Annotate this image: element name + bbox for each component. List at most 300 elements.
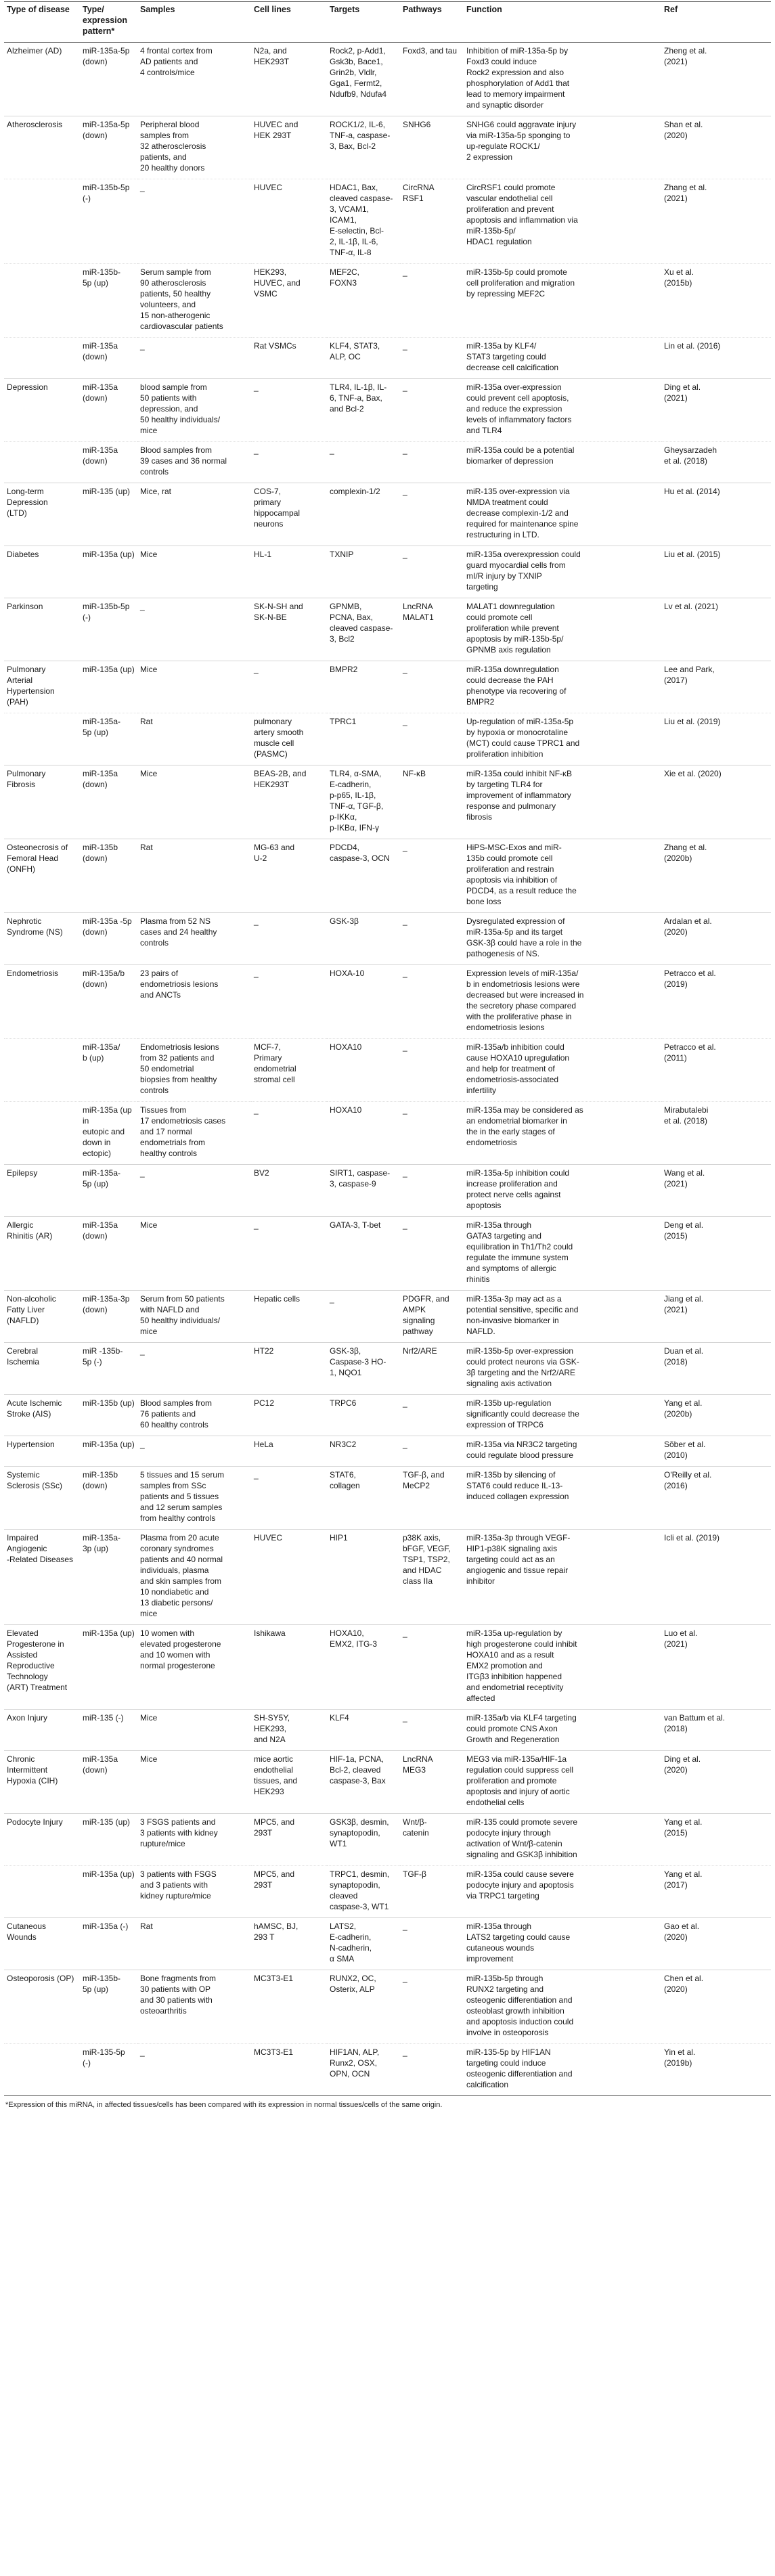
cell-ref: [661, 1814, 771, 1866]
cell-ref-text: Ardalan et al. (2020): [664, 916, 712, 937]
cell-function: [464, 765, 661, 839]
cell-pathways: [400, 913, 464, 965]
cell-samples: [137, 2044, 251, 2096]
cell-type-text: miR-135 (up): [83, 1817, 131, 1827]
cell-disease: [4, 43, 80, 116]
cell-samples-text: 3 FSGS patients and 3 patients with kidney rupture/mice: [140, 1817, 218, 1848]
cell-pathways-text: LncRNA MEG3: [403, 1754, 433, 1775]
cell-samples-text: Serum sample from 90 atherosclerosis patients, 50 healthy volunteers, and 15 non-atherogenic cardiovascular patients: [140, 267, 223, 331]
cell-ref-text: Liu et al. (2019): [664, 717, 721, 726]
cell-samples-text: _: [140, 602, 145, 611]
cell-function-text: miR-135a overexpression could guard myocardial cells from mI/R injury by TXNIP targeting: [466, 550, 581, 592]
cell-function-text: miR-135a via NR3C2 targeting could regulate blood pressure: [466, 1440, 577, 1460]
cell-targets-text: TXNIP: [330, 550, 354, 559]
cell-ref: [661, 2044, 771, 2096]
cell-targets: [327, 1291, 400, 1343]
cell-disease: [4, 1625, 80, 1710]
cell-ref-text: Gheysarzadeh et al. (2018): [664, 445, 717, 466]
cell-function: [464, 661, 661, 713]
cell-disease: [4, 1970, 80, 2044]
cell-function: [464, 598, 661, 661]
cell-disease-text: Pulmonary Arterial Hypertension (PAH): [7, 665, 55, 707]
header-targets-label: Targets: [330, 5, 360, 14]
cell-samples: [137, 546, 251, 598]
cell-pathways-text: SNHG6: [403, 120, 431, 129]
header-cell-lines-label: Cell lines: [254, 5, 291, 14]
cell-pathways-text: CircRNA RSF1: [403, 183, 435, 203]
cell-disease-text: Nephrotic Syndrome (NS): [7, 916, 63, 937]
cell-ref-text: Xu et al. (2015b): [664, 267, 694, 288]
table-row: [4, 1751, 771, 1814]
cell-type-text: miR-135b-5p (-): [83, 602, 130, 622]
cell-ref-text: Ding et al. (2020): [664, 1754, 701, 1775]
cell-disease-text: Cutaneous Wounds: [7, 1922, 47, 1942]
table-row: [4, 43, 771, 116]
cell-targets-text: TLR4, α-SMA, E-cadherin, p-p65, IL-1β, TNF-α, TGF-β, p-IKKα, p-IKBα, IFN-γ: [330, 769, 384, 832]
cell-ref-text: Deng et al. (2015): [664, 1220, 704, 1241]
cell-disease: [4, 1710, 80, 1751]
cell-pathways-text: _: [403, 382, 407, 392]
cell-cell-lines: [251, 913, 327, 965]
cell-targets-text: ROCK1/2, IL-6, TNF-a, caspase- 3, Bax, Bcl-2: [330, 120, 391, 151]
cell-cell-lines: [251, 1751, 327, 1814]
cell-type-text: miR-135a (up): [83, 665, 135, 674]
cell-ref: [661, 1395, 771, 1436]
cell-function: [464, 1814, 661, 1866]
cell-cell-lines: [251, 1866, 327, 1918]
cell-ref-text: Icli et al. (2019): [664, 1533, 720, 1542]
cell-samples-text: Endometriosis lesions from 32 patients and 50 endometrial biopsies from healthy controls: [140, 1042, 219, 1095]
table-row: [4, 713, 771, 765]
cell-targets: [327, 965, 400, 1039]
cell-samples-text: _: [140, 2047, 145, 2057]
cell-function: [464, 839, 661, 913]
cell-cell-lines: [251, 179, 327, 264]
cell-samples: [137, 1039, 251, 1102]
cell-disease-text: Atherosclerosis: [7, 120, 63, 129]
cell-function: [464, 546, 661, 598]
cell-ref-text: Duan et al. (2018): [664, 1346, 704, 1367]
cell-ref-text: Zhang et al. (2020b): [664, 843, 707, 863]
cell-cell-lines: [251, 338, 327, 379]
table-row: [4, 1291, 771, 1343]
cell-pathways: [400, 1217, 464, 1291]
cell-ref-text: Shan et al. (2020): [664, 120, 703, 140]
cell-function-text: miR-135 could promote severe podocyte injury through activation of Wnt/β-catenin signaling and GSK3β inhibition: [466, 1817, 578, 1859]
cell-samples-text: Blood samples from 76 patients and 60 healthy controls: [140, 1398, 213, 1429]
cell-pathways-text: _: [403, 1974, 407, 1983]
cell-samples-text: Plasma from 52 NS cases and 24 healthy controls: [140, 916, 217, 948]
cell-ref: [661, 1710, 771, 1751]
cell-function: [464, 1710, 661, 1751]
cell-samples-text: 5 tissues and 15 serum samples from SSc patients and 5 tissues and 12 serum samples from healthy controls: [140, 1470, 225, 1523]
cell-samples: [137, 839, 251, 913]
cell-targets-text: GSK3β, desmin, synaptopodin, WT1: [330, 1817, 389, 1848]
cell-samples-text: Peripheral blood samples from 32 atherosclerosis patients, and 20 healthy donors: [140, 120, 206, 173]
cell-ref-text: Petracco et al. (2019): [664, 969, 716, 989]
cell-cell-lines-text: HL-1: [254, 550, 272, 559]
cell-targets-text: RUNX2, OC, Osterix, ALP: [330, 1974, 376, 1994]
cell-samples: [137, 1343, 251, 1395]
cell-targets: [327, 1343, 400, 1395]
cell-targets-text: STAT6, collagen: [330, 1470, 360, 1490]
cell-targets-text: complexin-1/2: [330, 487, 380, 496]
cell-cell-lines: [251, 1625, 327, 1710]
cell-targets: [327, 713, 400, 765]
cell-pathways-text: _: [403, 717, 407, 726]
table-body: [4, 43, 771, 2096]
cell-ref-text: Petracco et al. (2011): [664, 1042, 716, 1063]
cell-type: [80, 1039, 137, 1102]
cell-pathways: [400, 546, 464, 598]
cell-function: [464, 1625, 661, 1710]
cell-function-text: Expression levels of miR-135a/ b in endometriosis lesions were decreased but were increased in the secretory phase compared with the proliferative phase in endometriosis lesions: [466, 969, 584, 1032]
table-row: [4, 1970, 771, 2044]
cell-cell-lines: [251, 1102, 327, 1165]
cell-cell-lines: [251, 2044, 327, 2096]
cell-ref: [661, 1436, 771, 1467]
cell-type: [80, 1751, 137, 1814]
cell-function-text: miR-135a through GATA3 targeting and equilibration in Th1/Th2 could regulate the immune system and symptoms of allergic rhinitis: [466, 1220, 573, 1284]
cell-pathways: [400, 1970, 464, 2044]
cell-targets-text: BMPR2: [330, 665, 358, 674]
cell-disease-text: Osteonecrosis of Femoral Head (ONFH): [7, 843, 68, 874]
cell-function: [464, 483, 661, 546]
cell-type: [80, 1530, 137, 1625]
cell-type: [80, 338, 137, 379]
cell-pathways-text: PDGFR, and AMPK signaling pathway: [403, 1294, 449, 1336]
cell-type-text: miR-135a (up): [83, 1440, 135, 1449]
cell-pathways: [400, 713, 464, 765]
cell-samples: [137, 379, 251, 442]
cell-targets: [327, 116, 400, 179]
cell-samples-text: blood sample from 50 patients with depression, and 50 healthy individuals/ mice: [140, 382, 221, 435]
cell-pathways-text: _: [403, 1105, 407, 1115]
cell-type-text: miR-135a/b (down): [83, 969, 125, 989]
cell-pathways-text: _: [403, 487, 407, 496]
cell-function-text: miR-135a-3p may act as a potential sensitive, specific and non-invasive biomarker in NAFLD.: [466, 1294, 579, 1336]
cell-pathways-text: _: [403, 1713, 407, 1723]
cell-type-text: miR-135b (down): [83, 1470, 118, 1490]
cell-function: [464, 379, 661, 442]
cell-pathways-text: _: [403, 1042, 407, 1052]
cell-type-text: miR-135a (down): [83, 445, 118, 466]
table-row: [4, 1625, 771, 1710]
cell-function: [464, 1436, 661, 1467]
cell-pathways: [400, 43, 464, 116]
cell-ref: [661, 839, 771, 913]
cell-ref-text: Yang et al. (2017): [664, 1869, 703, 1890]
cell-function-text: miR-135a by KLF4/ STAT3 targeting could decrease cell calcification: [466, 341, 559, 372]
cell-cell-lines-text: HUVEC: [254, 1533, 283, 1542]
cell-disease-text: Endometriosis: [7, 969, 59, 978]
cell-targets: [327, 179, 400, 264]
cell-cell-lines: [251, 43, 327, 116]
cell-disease: [4, 598, 80, 661]
cell-type: [80, 483, 137, 546]
cell-type-text: miR -135b- 5p (-): [83, 1346, 123, 1367]
cell-type: [80, 1625, 137, 1710]
cell-function: [464, 116, 661, 179]
cell-pathways-text: Foxd3, and tau: [403, 46, 458, 55]
cell-function-text: miR-135a could cause severe podocyte injury and apoptosis via TRPC1 targeting: [466, 1869, 574, 1901]
cell-samples-text: 23 pairs of endometriosis lesions and ANCTs: [140, 969, 219, 1000]
cell-ref: [661, 1165, 771, 1217]
cell-targets: [327, 43, 400, 116]
cell-samples-text: Mice: [140, 665, 158, 674]
cell-samples: [137, 965, 251, 1039]
cell-ref: [661, 1291, 771, 1343]
cell-cell-lines-text: _: [254, 1220, 259, 1230]
cell-cell-lines: [251, 483, 327, 546]
cell-type: [80, 1291, 137, 1343]
cell-type-text: miR-135a -5p (down): [83, 916, 132, 937]
cell-function: [464, 1165, 661, 1217]
cell-pathways: [400, 965, 464, 1039]
cell-disease-text: Diabetes: [7, 550, 39, 559]
cell-function: [464, 1918, 661, 1970]
cell-type-text: miR-135a (up): [83, 1628, 135, 1638]
header-function-label: Function: [466, 5, 502, 14]
cell-ref: [661, 179, 771, 264]
cell-pathways: [400, 379, 464, 442]
cell-type-text: miR-135b (up): [83, 1398, 135, 1408]
cell-targets: [327, 1395, 400, 1436]
cell-disease: [4, 1395, 80, 1436]
cell-targets: [327, 442, 400, 483]
cell-pathways: [400, 1395, 464, 1436]
cell-pathways-text: p38K axis, bFGF, VEGF, TSP1, TSP2, and HDAC class IIa: [403, 1533, 451, 1586]
cell-ref: [661, 1970, 771, 2044]
cell-cell-lines: [251, 965, 327, 1039]
cell-samples-text: _: [140, 183, 145, 192]
cell-type-text: miR-135a (up): [83, 550, 135, 559]
cell-samples-text: Rat: [140, 843, 153, 852]
cell-function-text: miR-135a up-regulation by high progesterone could inhibit HOXA10 and as a result EMX2 promotion and ITGβ3 inhibition happened and endometrial receptivity affected: [466, 1628, 577, 1703]
cell-cell-lines: [251, 442, 327, 483]
cell-cell-lines-text: MC3T3-E1: [254, 1974, 294, 1983]
table-row: [4, 546, 771, 598]
cell-disease: [4, 116, 80, 179]
cell-targets: [327, 1751, 400, 1814]
table-row: [4, 598, 771, 661]
header-function: [464, 2, 661, 43]
cell-samples: [137, 1165, 251, 1217]
table-row: [4, 264, 771, 338]
cell-targets: [327, 1625, 400, 1710]
cell-samples-text: 10 women with elevated progesterone and 10 women with normal progesterone: [140, 1628, 221, 1670]
table-row: [4, 965, 771, 1039]
cell-pathways-text: _: [403, 969, 407, 978]
cell-pathways: [400, 1866, 464, 1918]
cell-disease: [4, 2044, 80, 2096]
cell-ref-text: Xie et al. (2020): [664, 769, 722, 778]
cell-function: [464, 1291, 661, 1343]
table-row: [4, 1530, 771, 1625]
cell-type-text: miR-135a (down): [83, 769, 118, 789]
cell-cell-lines-text: MG-63 and U-2: [254, 843, 295, 863]
cell-cell-lines-text: SK-N-SH and SK-N-BE: [254, 602, 303, 622]
cell-cell-lines: [251, 1291, 327, 1343]
table-row: [4, 338, 771, 379]
cell-type: [80, 661, 137, 713]
cell-cell-lines: [251, 839, 327, 913]
cell-samples-text: 3 patients with FSGS and 3 patients with kidney rupture/mice: [140, 1869, 217, 1901]
cell-function-text: HiPS-MSC-Exos and miR- 135b could promote cell proliferation and restrain apoptosis via inhibition of PDCD4, as a result reduce the bone loss: [466, 843, 577, 906]
cell-function-text: MEG3 via miR-135a/HIF-1a regulation could suppress cell proliferation and promote apoptosis and injury of aortic endothelial cells: [466, 1754, 574, 1807]
table-row: [4, 765, 771, 839]
cell-targets: [327, 2044, 400, 2096]
table-row: [4, 1436, 771, 1467]
cell-ref-text: O'Reilly et al. (2016): [664, 1470, 712, 1490]
cell-ref: [661, 1530, 771, 1625]
cell-type-text: miR-135a- 5p (up): [83, 1168, 121, 1189]
cell-samples-text: Mice: [140, 1754, 158, 1764]
cell-cell-lines-text: _: [254, 382, 259, 392]
cell-pathways: [400, 1918, 464, 1970]
cell-targets-text: HIF-1a, PCNA, Bcl-2, cleaved caspase-3, Bax: [330, 1754, 386, 1785]
cell-cell-lines-text: hAMSC, BJ, 293 T: [254, 1922, 298, 1942]
cell-targets-text: SIRT1, caspase- 3, caspase-9: [330, 1168, 391, 1189]
cell-cell-lines: [251, 1467, 327, 1530]
cell-targets: [327, 661, 400, 713]
cell-cell-lines: [251, 379, 327, 442]
cell-ref: [661, 1625, 771, 1710]
cell-pathways: [400, 1530, 464, 1625]
cell-disease-text: Chronic Intermittent Hypoxia (CIH): [7, 1754, 58, 1785]
cell-pathways-text: _: [403, 550, 407, 559]
cell-cell-lines: [251, 598, 327, 661]
cell-ref-text: Yang et al. (2020b): [664, 1398, 703, 1419]
cell-ref: [661, 765, 771, 839]
cell-targets: [327, 598, 400, 661]
cell-pathways: [400, 1039, 464, 1102]
cell-targets: [327, 338, 400, 379]
header-cell-lines: [251, 2, 327, 43]
cell-ref-text: Yang et al. (2015): [664, 1817, 703, 1838]
cell-cell-lines-text: _: [254, 1105, 259, 1115]
cell-cell-lines: [251, 1918, 327, 1970]
table-row: [4, 1918, 771, 1970]
cell-targets-text: HOXA10, EMX2, ITG-3: [330, 1628, 378, 1649]
cell-samples: [137, 1814, 251, 1866]
cell-ref: [661, 1217, 771, 1291]
cell-pathways-text: _: [403, 341, 407, 351]
cell-type: [80, 1343, 137, 1395]
cell-disease: [4, 1217, 80, 1291]
header-disease: [4, 2, 80, 43]
table-row: [4, 179, 771, 264]
cell-disease-text: Hypertension: [7, 1440, 55, 1449]
cell-pathways-text: Nrf2/ARE: [403, 1346, 437, 1356]
cell-samples-text: Mice: [140, 769, 158, 778]
cell-type-text: miR-135b- 5p (up): [83, 267, 121, 288]
header-pathways: [400, 2, 464, 43]
cell-type-text: miR-135b- 5p (up): [83, 1974, 121, 1994]
cell-pathways: [400, 1625, 464, 1710]
table-row: [4, 661, 771, 713]
cell-function: [464, 1102, 661, 1165]
cell-targets: [327, 1710, 400, 1751]
cell-ref: [661, 913, 771, 965]
cell-type: [80, 965, 137, 1039]
table-row: [4, 913, 771, 965]
header-ref-label: Ref: [664, 5, 678, 14]
cell-ref: [661, 483, 771, 546]
cell-type: [80, 1165, 137, 1217]
cell-ref: [661, 338, 771, 379]
cell-targets-text: GPNMB, PCNA, Bax, cleaved caspase- 3, Bcl2: [330, 602, 393, 644]
cell-cell-lines-text: N2a, and HEK293T: [254, 46, 290, 66]
cell-cell-lines: [251, 1395, 327, 1436]
cell-type: [80, 913, 137, 965]
cell-cell-lines-text: SH-SY5Y, HEK293, and N2A: [254, 1713, 290, 1744]
table-row: [4, 1467, 771, 1530]
table-row: [4, 1395, 771, 1436]
cell-type: [80, 1436, 137, 1467]
cell-targets-text: HDAC1, Bax, cleaved caspase- 3, VCAM1, ICAM1, E-selectin, Bcl- 2, IL-1β, IL-6, TNF-α, IL-8: [330, 183, 393, 257]
cell-samples: [137, 43, 251, 116]
cell-pathways-text: _: [403, 1440, 407, 1449]
cell-samples-text: Bone fragments from 30 patients with OP and 30 patients with osteoarthritis: [140, 1974, 217, 2016]
cell-samples: [137, 598, 251, 661]
cell-disease: [4, 179, 80, 264]
cell-targets-text: LATS2, E-cadherin, N-cadherin, α SMA: [330, 1922, 372, 1963]
cell-targets-text: GATA-3, T-bet: [330, 1220, 381, 1230]
cell-ref: [661, 264, 771, 338]
cell-disease-text: Epilepsy: [7, 1168, 38, 1178]
header-samples: [137, 2, 251, 43]
cell-type: [80, 1970, 137, 2044]
cell-disease-text: Axon Injury: [7, 1713, 48, 1723]
cell-type: [80, 713, 137, 765]
cell-ref: [661, 1918, 771, 1970]
cell-function-text: Dysregulated expression of miR-135a-5p and its target GSK-3β could have a role in the pathogenesis of NS.: [466, 916, 582, 958]
cell-function-text: miR-135-5p by HIF1AN targeting could induce osteogenic differentiation and calcification: [466, 2047, 573, 2089]
cell-cell-lines-text: Ishikawa: [254, 1628, 286, 1638]
cell-pathways-text: _: [403, 2047, 407, 2057]
cell-targets-text: KLF4, STAT3, ALP, OC: [330, 341, 380, 361]
cell-disease-text: Acute Ischemic Stroke (AIS): [7, 1398, 62, 1419]
cell-samples-text: Serum from 50 patients with NAFLD and 50 healthy individuals/ mice: [140, 1294, 225, 1336]
cell-pathways: [400, 1436, 464, 1467]
cell-samples: [137, 442, 251, 483]
cell-disease-text: Elevated Progesterone in Assisted Reproductive Technology (ART) Treatment: [7, 1628, 68, 1692]
cell-disease: [4, 1751, 80, 1814]
table-row: [4, 2044, 771, 2096]
cell-function-text: MALAT1 downregulation could promote cell proliferation while prevent apoptosis by miR-135b-5p/ GPNMB axis regulation: [466, 602, 564, 654]
cell-disease: [4, 338, 80, 379]
cell-type: [80, 1102, 137, 1165]
cell-cell-lines: [251, 546, 327, 598]
cell-disease-text: Long-term Depression (LTD): [7, 487, 48, 518]
cell-cell-lines-text: HUVEC and HEK 293T: [254, 120, 298, 140]
cell-pathways: [400, 1343, 464, 1395]
cell-function: [464, 264, 661, 338]
cell-samples: [137, 264, 251, 338]
cell-disease: [4, 1530, 80, 1625]
cell-targets: [327, 913, 400, 965]
header-ref: [661, 2, 771, 43]
cell-function-text: CircRSF1 could promote vascular endothelial cell proliferation and prevent apoptosis and inflammation via miR-135b-5p/ HDAC1 regulation: [466, 183, 578, 246]
cell-type-text: miR-135-5p (-): [83, 2047, 125, 2068]
cell-disease-text: Impaired Angiogenic -Related Diseases: [7, 1533, 74, 1564]
cell-targets-text: _: [330, 445, 334, 455]
cell-pathways: [400, 1467, 464, 1530]
header-samples-label: Samples: [140, 5, 175, 14]
cell-pathways: [400, 2044, 464, 2096]
cell-targets-text: TRPC1, desmin, synaptopodin, cleaved caspase-3, WT1: [330, 1869, 390, 1911]
